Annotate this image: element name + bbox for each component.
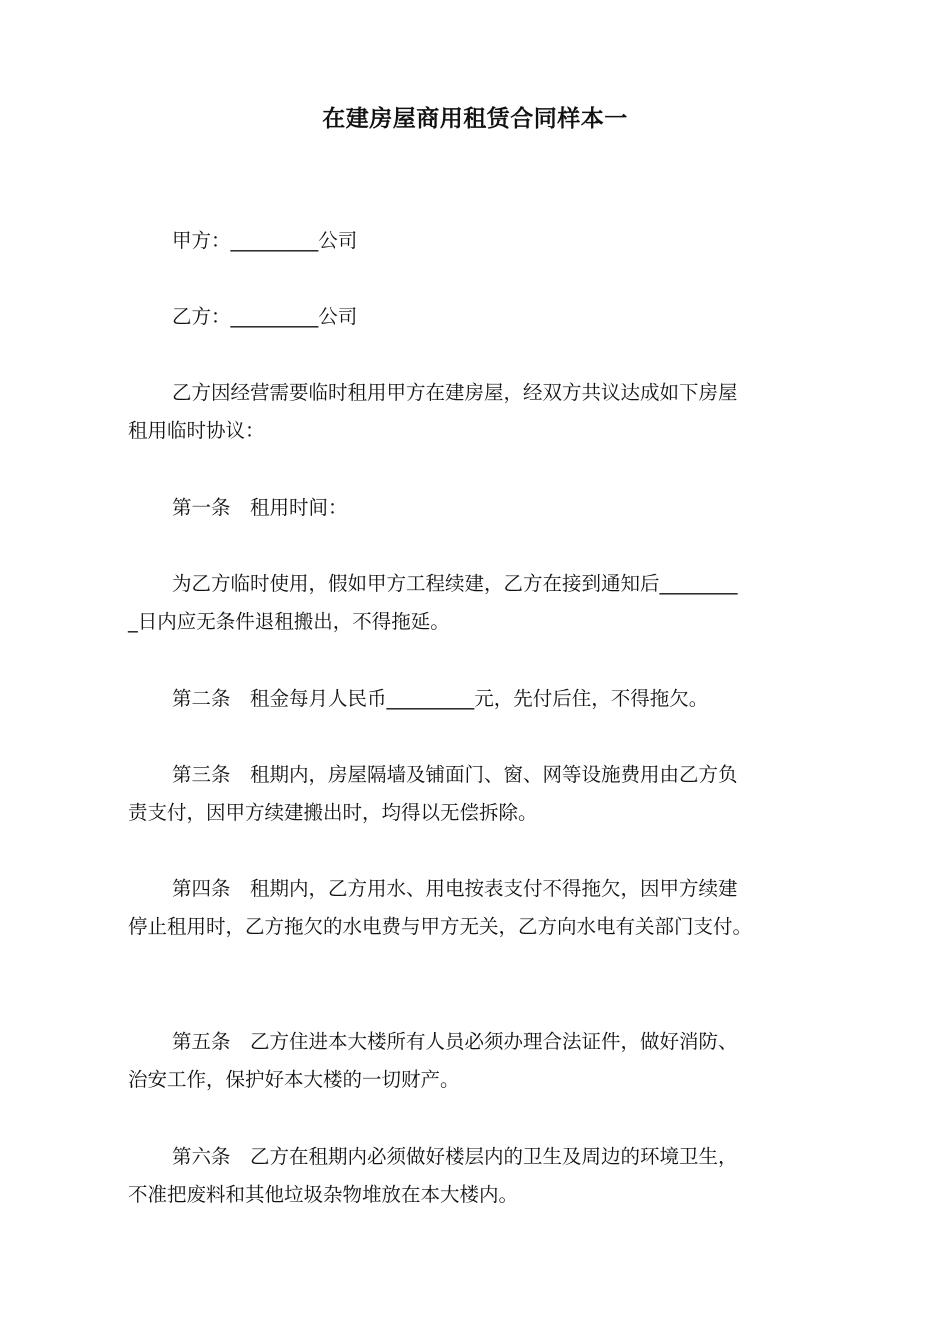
article-1-heading xyxy=(128,489,833,527)
paragraph-line: 租用临时协议： xyxy=(128,419,265,442)
paragraph-line: _日内应无条件退租搬出，不得拖延。 xyxy=(128,610,450,633)
paragraph-line: 不准把废料和其他垃圾杂物堆放在本大楼内。 xyxy=(128,1183,519,1206)
paragraph-line: 乙方因经营需要临时租用甲方在建房屋，经双方共议达成如下房屋 xyxy=(172,381,738,404)
paragraph-line: 第三条 租期内，房屋隔墙及铺面门、窗、网等设施费用由乙方负 xyxy=(172,763,738,786)
paragraph-line: 第六条 乙方在租期内必须做好楼层内的卫生及周边的环境卫生， xyxy=(172,1145,738,1168)
paragraph-line: 甲方：_________公司 xyxy=(172,229,358,252)
article-6-paragraph xyxy=(128,1138,833,1214)
article-2-paragraph xyxy=(128,680,833,718)
paragraph-line: 第一条 租用时间： xyxy=(172,496,348,519)
paragraph-line: 乙方：_________公司 xyxy=(172,305,358,328)
paragraph-line: 停止租用时，乙方拖欠的水电费与甲方无关，乙方向水电有关部门支付。 xyxy=(128,915,753,938)
paragraph-line: 第五条 乙方住进本大楼所有人员必须办理合法证件，做好消防、 xyxy=(172,1030,738,1053)
paragraph-line: 责支付，因甲方续建搬出时，均得以无偿拆除。 xyxy=(128,801,538,824)
preamble-paragraph xyxy=(128,374,833,450)
paragraph-line: 为乙方临时使用，假如甲方工程续建，乙方在接到通知后________ xyxy=(172,572,738,595)
paragraph-line: 第二条 租金每月人民币_________元，先付后住，不得拖欠。 xyxy=(172,687,709,710)
article-3-paragraph xyxy=(128,756,833,832)
article-4-paragraph xyxy=(128,870,833,946)
paragraph-line: 第四条 租期内，乙方用水、用电按表支付不得拖欠，因甲方续建 xyxy=(172,877,738,900)
party-a-paragraph xyxy=(128,222,833,260)
article-5-paragraph xyxy=(128,1023,833,1099)
document-title: 在建房屋商用租赁合同样本一 xyxy=(322,106,628,132)
paragraph-line: 治安工作，保护好本大楼的一切财产。 xyxy=(128,1068,460,1091)
article-1-body xyxy=(128,565,833,641)
party-b-paragraph xyxy=(128,298,833,336)
